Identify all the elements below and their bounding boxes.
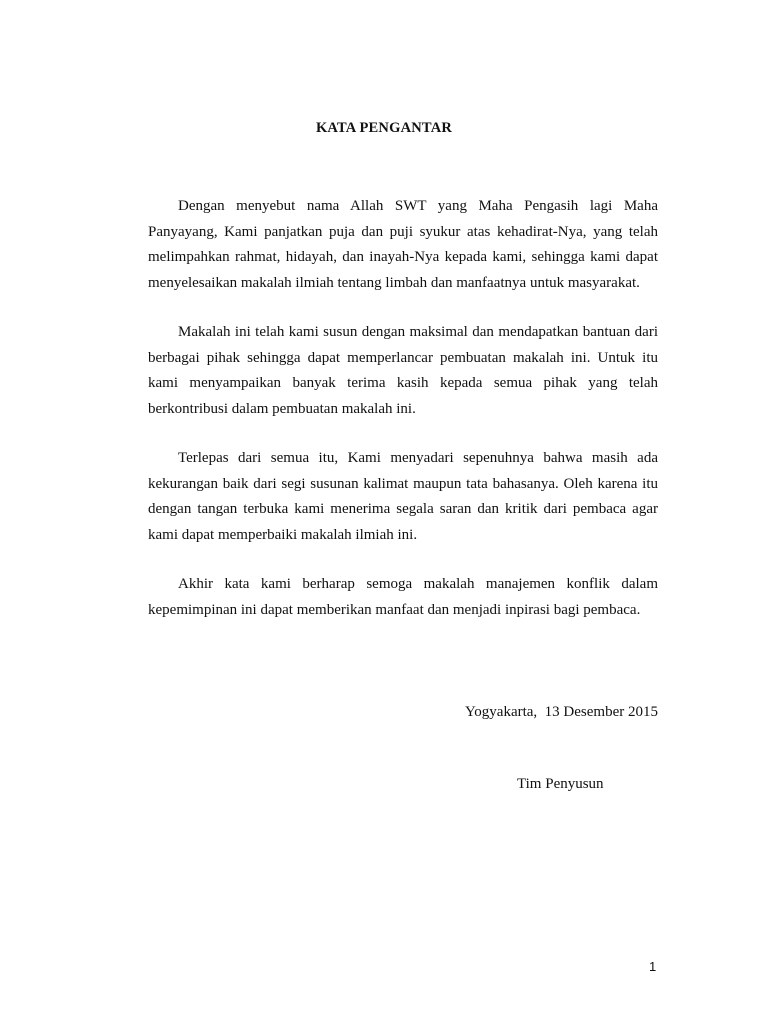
- paragraph-3: Terlepas dari semua itu, Kami menyadari sepenuhnya bahwa masih ada kekurangan baik dari segi susunan kalimat maupun tata bahasanya. Oleh karena itu dengan tangan terbuka kami menerima segala saran dan kritik dari pembaca agar kami dapat memperbaiki makalah ilmiah ini.: [148, 450, 658, 543]
- page-number: 1: [649, 959, 657, 974]
- signature: Tim Penyusun: [517, 776, 604, 792]
- paragraph-4: Akhir kata kami berharap semoga makalah manajemen konflik dalam kepemimpinan ini dapat memberikan manfaat dan menjadi inpirasi bagi pembaca.: [148, 576, 658, 618]
- paragraph-1: Dengan menyebut nama Allah SWT yang Maha Pengasih lagi Maha Panyayang, Kami panjatkan puja dan puji syukur atas kehadirat-Nya, yang telah melimpahkan rahmat, hidayah, dan inayah-Nya kepada kami, sehingga kami dapat menyelesaikan makalah ilmiah tentang limbah dan manfaatnya untuk masyarakat.: [148, 198, 658, 291]
- place-date: Yogyakarta, 13 Desember 2015: [464, 704, 658, 720]
- body-text: [148, 194, 658, 647]
- page-title: KATA PENGANTAR: [315, 120, 453, 136]
- paragraph-2: Makalah ini telah kami susun dengan maksimal dan mendapatkan bantuan dari berbagai pihak sehingga dapat memperlancar pembuatan makalah ini. Untuk itu kami menyampaikan banyak terima kasih kepada semua pihak yang telah berkontribusi dalam pembuatan makalah ini.: [148, 324, 658, 417]
